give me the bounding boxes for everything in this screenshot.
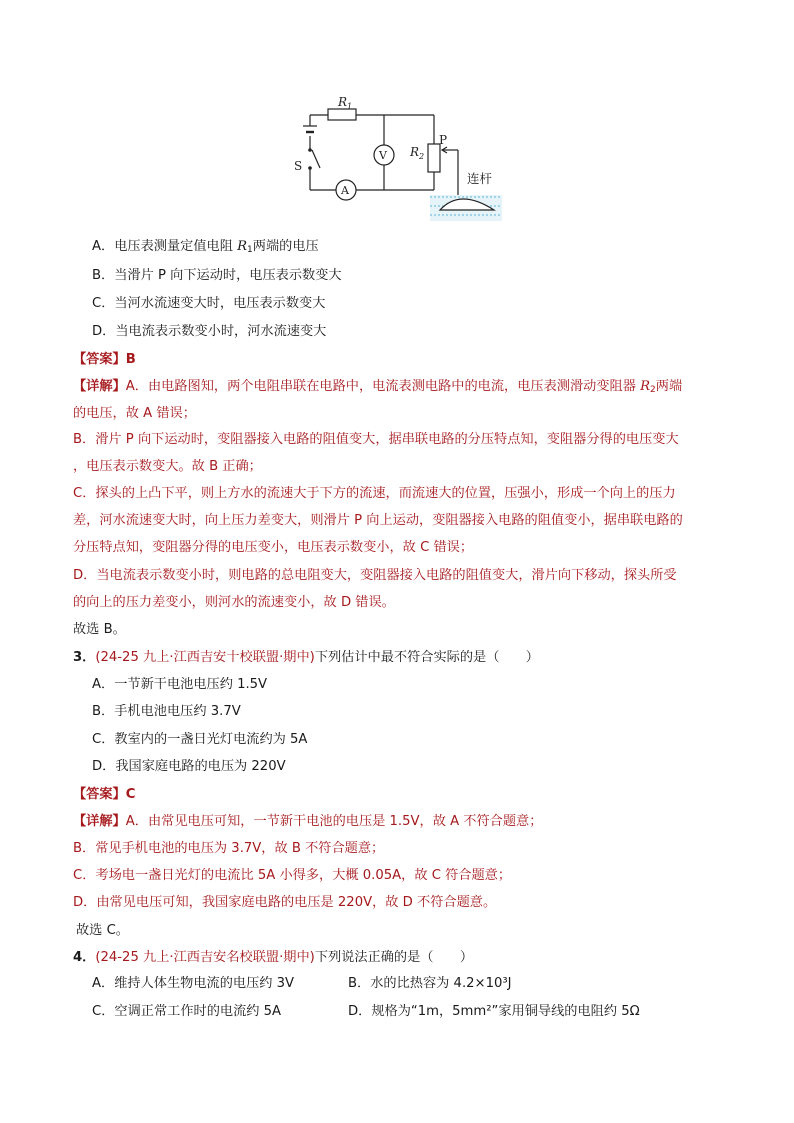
svg-text:R1: $R_1$	[338, 95, 353, 111]
q3-detail-1: 【详解】A．由常见电压可知，一节新干电池的电压是 1.5V，故 A 不符合题意；	[73, 814, 543, 829]
q2-detail-2: 的电压，故 A 错误；	[73, 406, 196, 421]
q3-option-a: A．一节新干电池电压约 1.5V	[92, 677, 268, 692]
svg-text:A: A	[341, 184, 349, 197]
q3-detail-3: C．考场电一盏日光灯的电流比 5A 小得多，大概 0.05A，故 C 符合题意；	[73, 868, 512, 883]
q2-detail-5: C．探头的上凸下平，则上方水的流速大于下方的流速，而流速大的位置，压强小，形成一个向上的压力	[73, 486, 676, 501]
q2-detail-4: ，电压表示数变大。故 B 正确；	[73, 459, 262, 474]
q3-detail-2: B．常见手机电池的电压为 3.7V，故 B 不符合题意；	[73, 841, 385, 856]
q4-option-c: C．空调正常工作时的电流约 5A	[92, 1004, 282, 1019]
q4-stem: 4．(24-25 九上·江西吉安名校联盟·期中)下列说法正确的是（ ）	[73, 950, 474, 965]
q3-option-c: C．教室内的一盏日光灯电流约为 5A	[92, 732, 308, 747]
svg-text:R2: $R_2$	[410, 145, 425, 161]
q2-option-a: A．电压表测量定值电阻 $R_1$两端的电压	[92, 239, 319, 255]
q2-detail-1: 【详解】A．由电路图知，两个电阻串联在电路中，电流表测电路中的电流，电压表测滑动变阻器 $R_2$两端	[73, 379, 683, 395]
q2-option-b: B．当滑片 P 向下运动时，电压表示数变大	[92, 268, 342, 283]
q2-option-c: C．当河水流速变大时，电压表示数变大	[92, 296, 326, 311]
q4-option-d: D．规格为“1m，5mm²”家用铜导线的电阻约 5Ω	[348, 1004, 640, 1019]
q2-detail-3: B．滑片 P 向下运动时，变阻器接入电路的阻值变大，据串联电路的分压特点知，变阻器分得的电压变大	[73, 432, 679, 447]
q2-conclusion: 故选 B。	[73, 622, 126, 637]
q3-option-d: D．我国家庭电路的电压为 220V	[92, 759, 286, 774]
p-label: P	[439, 133, 448, 147]
r2-resistor	[428, 144, 440, 172]
q2-detail-9: 的向上的压力差变小，则河水的流速变小，故 D 错误。	[73, 595, 395, 610]
q2-detail-8: D．当电流表示数变小时，则电路的总电阻变大，变阻器接入电路的阻值变大，滑片向下移动，探头所受	[73, 568, 677, 583]
q3-detail-4: D．由常见电压可知，我国家庭电路的电压是 220V，故 D 不符合题意。	[73, 895, 497, 910]
q2-detail-6: 差，河水流速变大时，向上压力差变大，则滑片 P 向上运动，变阻器接入电路的阻值变小，据串联电路的	[73, 513, 683, 528]
q3-answer: 【答案】C	[73, 787, 136, 802]
svg-text:V: V	[379, 149, 387, 162]
q4-option-b: B．水的比热容为 4.2×10³J	[348, 976, 512, 991]
rod-label: 连杆	[467, 171, 493, 186]
q3-option-b: B．手机电池电压约 3.7V	[92, 704, 241, 719]
q4-option-a: A．维持人体生物电流的电压约 3V	[92, 976, 295, 991]
q2-detail-7: 分压特点知，变阻器分得的电压变小，电压表示数变小，故 C 错误；	[73, 540, 474, 555]
q2-answer: 【答案】B	[73, 352, 136, 367]
q2-option-d: D．当电流表示数变小时，河水流速变大	[92, 324, 327, 339]
s-label: S	[294, 159, 303, 173]
q3-stem: 3．(24-25 九上·江西吉安十校联盟·期中)下列估计中最不符合实际的是（ ）	[73, 650, 539, 665]
q3-conclusion: 故选 C。	[76, 923, 129, 938]
circuit-diagram	[290, 88, 530, 228]
